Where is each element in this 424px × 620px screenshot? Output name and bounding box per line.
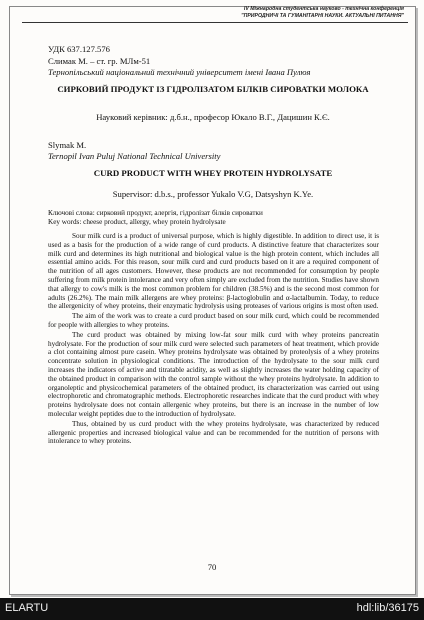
university-uk: Тернопільський національний технічний університет імені Івана Пулюя xyxy=(48,67,311,77)
conference-header-line2: "ПРИРОДНИЧІ ТА ГУМАНІТАРНІ НАУКИ. АКТУАЛЬНІ ПИТАННЯ" xyxy=(241,12,404,19)
supervisor-uk: Науковий керівник: д.б.н., професор Юкало В.Г., Дацишин К.Є. xyxy=(96,112,330,122)
paragraph: Sour milk curd is a product of universal purpose, which is highly digestible. In addition to direct use, it is used as a basis for the production of a wide range of curd products. A distinctive feature that characterizes sour milk curd and determines its high nutritional and biological value is the high protein content, which includes all essential amino acids. For this reason, sour milk curd and curd products based on it are a required component of the nutrition of all ages customers. However, these products are not recommended for consumption by people suffering from milk protein intolerance and very often simply are excluded from the nutrition. Studies have shown that allergy to cow's milk is the most common problem for children (38.5%) and is the second most common for adults (26.2%). The main milk allergens are whey proteins: β-lactoglobulin and α-lactalbumin. Today, to reduce the allergenicity of whey proteins, their enzymatic hydrolysis using proteases of various origins is most often used. xyxy=(48,232,379,311)
handle-link[interactable]: hdl:lib/36175 xyxy=(356,602,419,614)
paragraph: The curd product was obtained by mixing low-fat sour milk curd with whey proteins pancreatin hydrolysate. For the production of sour milk curd were selected such parameters of heat treatment, which provide a clot containing almost pure casein. Whey proteins hydrolysate was obtained by proteolysis of a whey proteins concentrate solution in physiological conditions. The introduction of the hydrolysate to the sour milk curd increases the indicators of active and titratable acidity, as well as slightly increases the water holding capacity of the obtained product in comparison with the control sample without the whey proteins hydrolysate. In addition to organoleptic and physicochemical parameters of the obtained product, its characterization was carried out using electrophoretic and chromatographic methods. Electrophoretic researches indicate that the curd product with whey proteins hydrolysate does not contain allergenic whey proteins, but there is an increase in the number of low molecular weight peptides due to the introduction of hydrolysate. xyxy=(48,330,379,418)
page-number: 70 xyxy=(207,562,217,572)
author-uk: Слимак М. – ст. гр. МЛм-51 xyxy=(48,56,151,66)
paragraph: The aim of the work was to create a curd product based on sour milk curd, which could be recommended for people with allergies to whey proteins. xyxy=(48,312,379,329)
udk-code: УДК 637.127.576 xyxy=(48,44,110,54)
keywords-en: Key words: cheese product, allergy, whey protein hydrolysate xyxy=(48,218,226,226)
title-uk: СИРКОВИЙ ПРОДУКТ ІЗ ГІДРОЛІЗАТОМ БІЛКІВ СИРОВАТКИ МОЛОКА xyxy=(57,84,369,94)
keywords-uk: Ключові слова: сирковий продукт, алергія, гідролізат білків сироватки xyxy=(48,209,263,217)
author-en: Slymak M. xyxy=(48,140,87,150)
paragraph: Thus, obtained by us curd product with the whey proteins hydrolysate, was characterized by reduced allergenic properties and increased biological value and can be recommended for the nutrition of persons with intolerance to whey proteins. xyxy=(48,419,379,446)
title-en: CURD PRODUCT WITH WHEY PROTEIN HYDROLYSATE xyxy=(93,168,333,178)
header-rule xyxy=(22,22,408,23)
body-text xyxy=(48,232,379,446)
university-en: Ternopil Ivan Puluj National Technical University xyxy=(48,151,221,161)
footer-bar xyxy=(0,598,424,620)
conference-header xyxy=(0,6,424,19)
keywords-block xyxy=(48,209,378,227)
conference-header-line1: IV Міжнародна студентська науково - технічна конференція xyxy=(243,6,404,12)
repository-name: ELARTU xyxy=(5,602,49,614)
supervisor-en: Supervisor: d.b.s., professor Yukalo V.G, Datsyshyn K.Ye. xyxy=(112,189,314,199)
